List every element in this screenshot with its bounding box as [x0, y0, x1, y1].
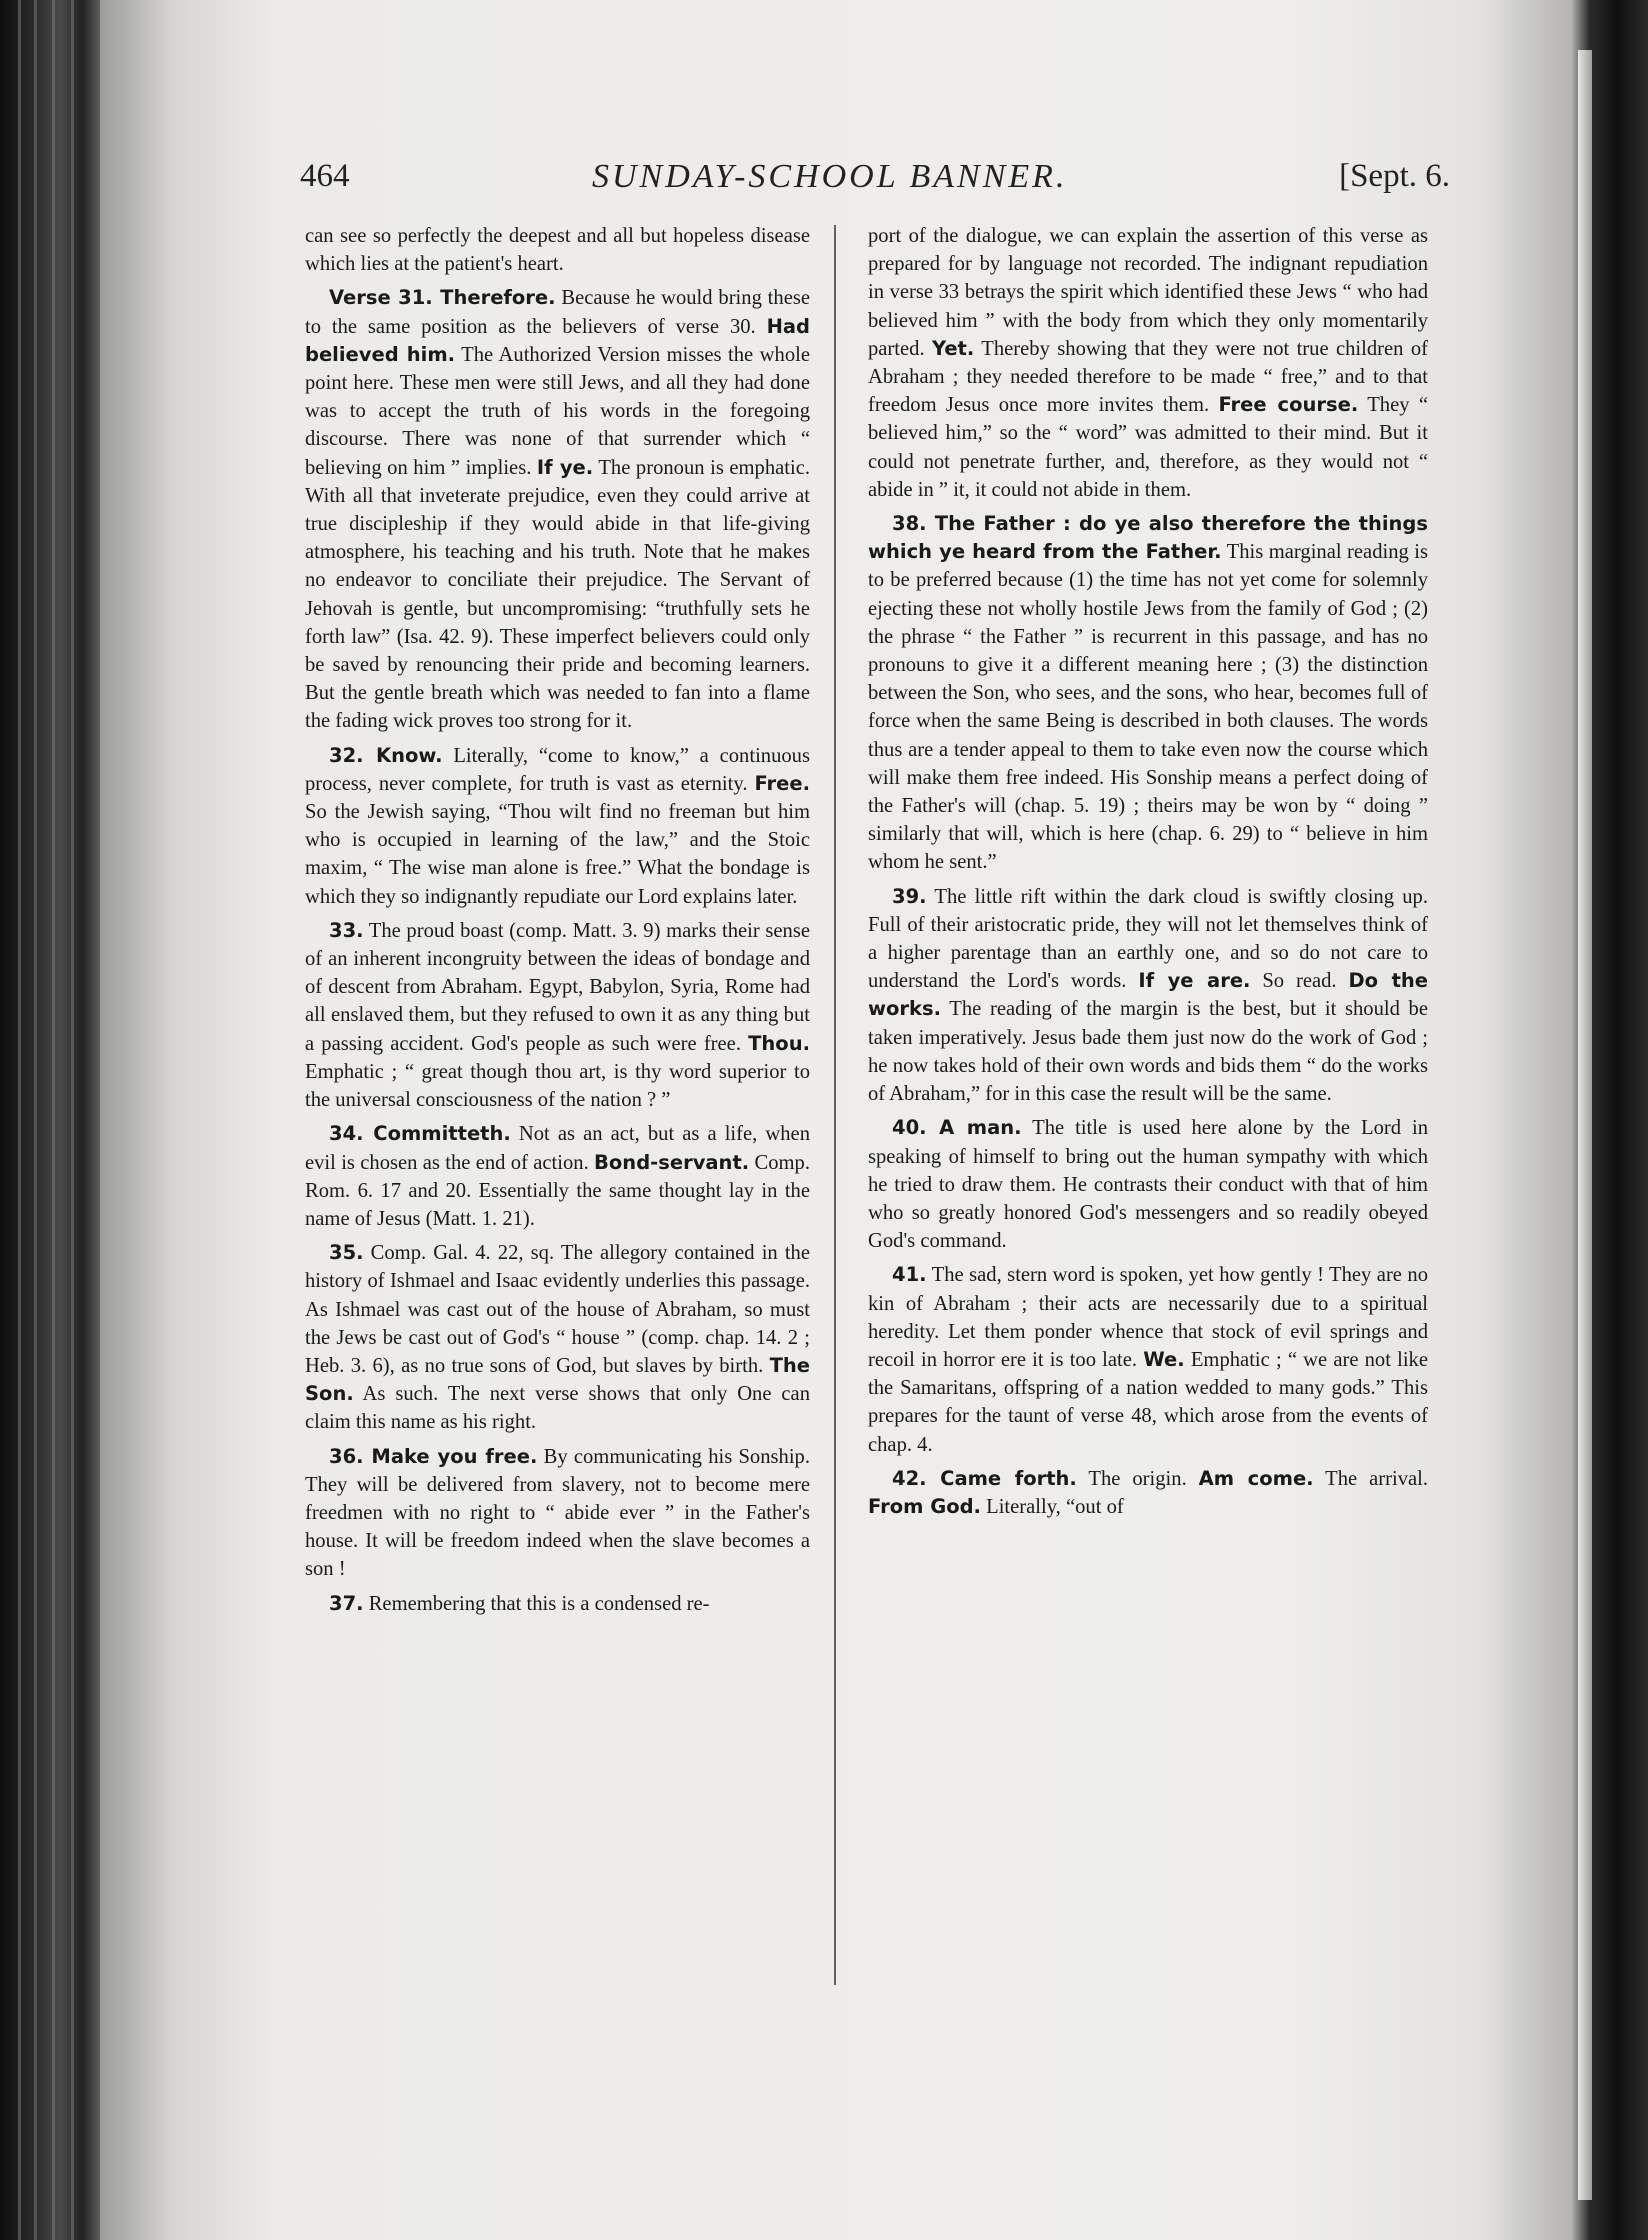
commentary-text: Literally, “come to know,” a continuous process, never complete, for truth is vast as eternity. [305, 744, 810, 795]
commentary-text: They “ believed him,” so the “ word” was admitted to their mind. But it could not penetrate further, and, therefore, as they would not “ abide in ” it, it could not abide in them. [868, 394, 1428, 501]
verse-heading: 40. A man. [892, 1116, 1022, 1140]
commentary-paragraph [868, 1261, 1428, 1458]
verse-heading: We. [1143, 1347, 1185, 1371]
commentary-text: So read. [1250, 970, 1349, 993]
book-edge-right [1570, 0, 1648, 2240]
verse-heading: 42. Came forth. [892, 1466, 1077, 1490]
verse-heading: Do the works. [868, 969, 1428, 1021]
commentary-text: Comp. Rom. 6. 17 and 20. Essentially the same thought lay in the name of Jesus (Matt. 1. 21). [305, 1151, 810, 1230]
verse-heading: If ye are. [1138, 969, 1251, 993]
verse-heading: 37. [329, 1591, 364, 1615]
commentary-paragraph [305, 742, 810, 911]
commentary-paragraph [868, 883, 1428, 1109]
commentary-text: Comp. Gal. 4. 22, sq. The allegory contained in the history of Ishmael and Isaac evidently underlies this passage. As Ishmael was cast out of the house of Abraham, so must the Jews be cast out of God's “ house ” (comp. chap. 14. 2 ; Heb. 3. 6), as no true sons of God, but slaves by birth. [305, 1242, 810, 1377]
commentary-text: The sad, stern word is spoken, yet how gently ! They are no kin of Abraham ; their acts are necessarily due to a spiritual heredity. Let them ponder whence that stock of evil springs and recoil in horror ere it is too late. [868, 1264, 1428, 1371]
verse-heading: Bond-servant. [594, 1150, 750, 1174]
verse-heading: If ye. [536, 455, 594, 479]
commentary-paragraph [305, 222, 810, 278]
commentary-text: Because he would bring these to the same position as the believers of verse 30. [305, 287, 811, 338]
commentary-text: The reading of the margin is the best, but it should be taken imperatively. Jesus bade them just now do the work of God ; he now takes hold of their own words and bids them “ do the works of Abraham,” for in this case the result will be the same. [868, 998, 1428, 1106]
verse-heading: 34. Committeth. [329, 1122, 511, 1146]
commentary-text: The origin. [1076, 1467, 1199, 1490]
commentary-text: Emphatic ; “ great though thou art, is thy word superior to the universal consciousness of the nation ? ” [305, 1060, 810, 1112]
verse-heading: 39. [892, 884, 927, 908]
commentary-text: The Authorized Version misses the whole point here. These men were still Jews, and all they had done was to accept the truth of his words in the foregoing discourse. There was none of that surrender which “ believing on him ” implies. [305, 343, 810, 479]
commentary-paragraph [868, 1114, 1428, 1255]
commentary-text: Not as an act, but as a life, when evil is chosen as the end of action. [305, 1123, 810, 1174]
verse-heading: 35. [329, 1241, 364, 1265]
commentary-paragraph [868, 510, 1428, 877]
running-title: SUNDAY-SCHOOL BANNER. [592, 158, 1068, 195]
commentary-text: The pronoun is emphatic. With all that inveterate prejudice, even they could arrive at true discipleship if they would abide in that life-giving atmosphere, his teaching and his truth. Note that he makes no endeavor to conciliate their prejudice. The Servant of Jehovah is gentle, but uncompromising: “truthfully sets he forth law” (Isa. 42. 9). These imperfect believers could only be saved by renouncing their pride and becoming learners. But the gentle breath which was needed to fan into a flame the fading wick proves too strong for it. [305, 456, 811, 733]
verse-heading: 41. [892, 1263, 927, 1287]
left-column [305, 222, 810, 1624]
verse-heading: Free course. [1218, 393, 1359, 417]
verse-heading: The Son. [305, 1353, 810, 1406]
commentary-text: So the Jewish saying, “Thou wilt find no freeman but him who is occupied in learning of the law,” and the Stoic maxim, “ The wise man alone is free.” What the bondage is which they so indignantly repudiate our Lord explains later. [305, 801, 810, 908]
book-binding-left [0, 0, 110, 2240]
commentary-text: Remembering that this is a condensed re- [363, 1592, 710, 1615]
verse-heading: Am come. [1198, 1466, 1314, 1490]
commentary-text: The proud boast (comp. Matt. 3. 9) marks their sense of an inherent incongruity between the ideas of bondage and of descent from Abraham. Egypt, Babylon, Syria, Rome had all enslaved them, but they refused to own it as any thing but a passing accident. God's people as such were free. [305, 919, 810, 1055]
verse-heading: 38. The Father : do ye also therefore the things which ye heard from the Father. [868, 512, 1428, 564]
verse-heading: Yet. [931, 336, 975, 360]
commentary-paragraph [305, 917, 810, 1114]
commentary-text: By communicating his Sonship. They will be delivered from slavery, not to become mere freedmen with no right to “ abide ever ” in the Father's house. It will be freedom indeed when the slave becomes a son ! [305, 1445, 810, 1581]
commentary-text: Emphatic ; “ we are not like the Samaritans, offspring of a nation wedded to many gods.” This prepares for the taunt of verse 48, which arose from the events of chap. 4. [868, 1348, 1428, 1456]
commentary-text: can see so perfectly the deepest and all but hopeless disease which lies at the patient's heart. [305, 225, 810, 276]
commentary-paragraph [305, 284, 810, 735]
commentary-paragraph [305, 1443, 810, 1584]
commentary-paragraph [305, 1120, 810, 1233]
column-divider [834, 225, 836, 1985]
commentary-paragraph [305, 1590, 810, 1618]
commentary-text: The little rift within the dark cloud is swiftly closing up. Full of their aristocratic pride, they will not let themselves think of a higher parentage than an earthly one, and so do not care to understand the Lord's words. [868, 885, 1428, 993]
commentary-paragraph [868, 222, 1428, 504]
verse-heading: Had believed him. [305, 314, 810, 366]
commentary-text: Literally, “out of [980, 1495, 1124, 1518]
verse-heading: Thou. [748, 1031, 810, 1055]
verse-heading: Free. [754, 771, 810, 795]
verse-heading: From God. [868, 1494, 981, 1518]
commentary-text: This marginal reading is to be preferred because (1) the time has not yet come for solemnly ejecting these not wholly hostile Jews from the family of God ; (2) the phrase “ the Father ” is recurrent in this passage, and has no pronouns to give it a different meaning here ; (3) the distinction between the Son, who sees, and the sons, who hear, becomes full of force when the same Being is described in both clauses. The words thus are a tender appeal to them to take even now the course which will make them free indeed. His Sonship means a perfect doing of the Father's will (chap. 5. 19) ; theirs may be won by “ doing ” similarly that will, which is here (chap. 6. 29) to “ believe in him whom he sent.” [868, 541, 1429, 874]
commentary-paragraph [305, 1239, 810, 1436]
verse-heading: 36. Make you free. [329, 1444, 538, 1468]
commentary-text: As such. The next verse shows that only One can claim this name as his right. [305, 1383, 810, 1434]
issue-date: [Sept. 6. [1339, 158, 1450, 194]
right-column [868, 222, 1428, 1527]
commentary-text: Thereby showing that they were not true children of Abraham ; they needed therefore to be made “ free,” and to that freedom Jesus once more invites them. [868, 337, 1428, 417]
commentary-paragraph [868, 1465, 1428, 1521]
verse-heading: 33. [329, 918, 364, 942]
commentary-text: The arrival. [1313, 1467, 1428, 1490]
page-header [300, 158, 1450, 208]
page-number: 464 [300, 158, 350, 194]
verse-heading: 32. Know. [329, 743, 443, 767]
commentary-text: port of the dialogue, we can explain the assertion of this verse as prepared for by language not recorded. The indignant repudiation in verse 33 betrays the spirit which identified these Jews “ who had believed him ” with the body from which they only momentarily parted. [868, 225, 1428, 360]
commentary-text: The title is used here alone by the Lord in speaking of himself to bring out the human sympathy with which he tried to draw them. He contrasts their conduct with that of him who so greatly honored God's messengers and so readily obeyed God's command. [868, 1117, 1428, 1253]
verse-heading: Verse 31. Therefore. [329, 286, 556, 310]
